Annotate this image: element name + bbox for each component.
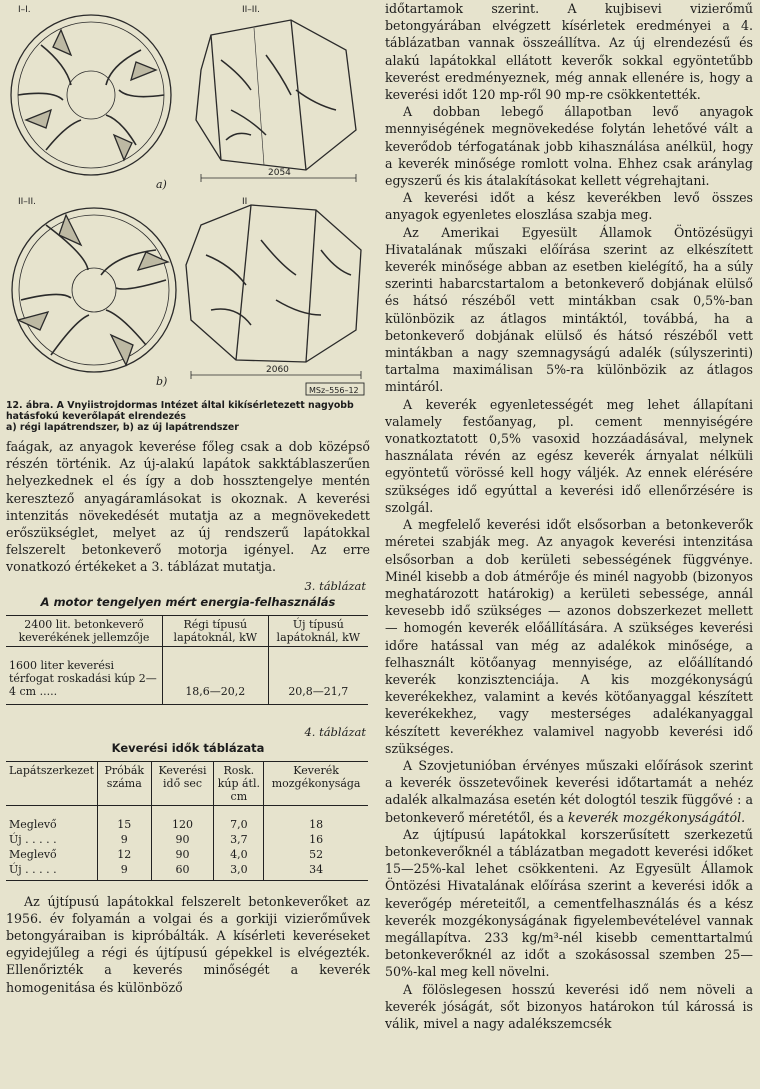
figure-top-label-b: II–II. bbox=[242, 5, 260, 15]
figure-top-label-a: I–I. bbox=[18, 5, 31, 15]
drum-section-a-outer bbox=[11, 15, 171, 175]
figure-label-a: a) bbox=[156, 178, 167, 191]
table4-header-1: Lapátszerkezet bbox=[6, 761, 98, 805]
table3-title: A motor tengelyen mért energia-felhasználás bbox=[40, 594, 336, 609]
table4-cell: 120 bbox=[151, 805, 214, 832]
figure-caption-line1: 12. ábra. A Vnyiistrojdormas Intézet által kikísérletezett nagyobb hatásfokú keverőlapát elrendezés bbox=[6, 400, 354, 422]
figure-mid-label-c: II bbox=[242, 197, 248, 207]
dimension-top: 2054 bbox=[268, 168, 291, 178]
drum-section-b-outer bbox=[12, 208, 176, 372]
drum-section-a-inner bbox=[18, 22, 164, 168]
figure-mixer-blades bbox=[6, 0, 370, 398]
dimension-bottom: 2060 bbox=[266, 365, 289, 375]
table3-header-2: Régi típusú lapátoknál, kW bbox=[163, 615, 269, 646]
table4-cell: 18 bbox=[264, 805, 368, 832]
table4-cell: 16 bbox=[264, 832, 368, 847]
table4-number: 4. táblázat bbox=[304, 724, 366, 739]
figure-caption bbox=[6, 400, 370, 433]
figure-label-b: b) bbox=[156, 375, 168, 388]
table4-cell: Meglevő bbox=[9, 847, 57, 861]
right-paragraph-2: A dobban lebegő állapotban levő anyagok mennyiségének megnövekedése folytán lehetővé vált a keverődob térfogatának jobb kihasználása anélkül, hogy a keverék minősége romlott volna. Ehhez csak aránylag egyszerű és kis átalakításokat kellett végrehajtani. bbox=[385, 104, 753, 189]
right-paragraph-9: A fölöslegesen hosszú keverési idő nem növeli a keverék jóságát, sőt bizonyos határokon túl károssá is válik, mivel a nagy adalékszemcsék bbox=[385, 981, 753, 1031]
table-row bbox=[6, 862, 368, 881]
table4-cell: 9 bbox=[98, 832, 152, 847]
left-paragraph-1: faágak, az anyagok keverése főleg csak a dob középső részén történik. Az új-alakú lapátok sakktáblaszerűen helyezkednek el és így a dob hossztengelye mentén keresztező anyagáramlásokat is okoznak. A keverési intenzitás növekedését mutatja az a megnövekedett erőszükséglet, melyet az új rendszerű lapátokkal felszerelt betonkeverő motorja igényel. Az erre vonatkozó értékeket a 3. táblázat mutatja. bbox=[6, 439, 370, 575]
drum-section-b-inner bbox=[19, 215, 169, 365]
table4-cell: 15 bbox=[98, 805, 152, 832]
table4 bbox=[6, 761, 368, 881]
table4-cell: 60 bbox=[151, 862, 214, 881]
table3-number: 3. táblázat bbox=[304, 578, 366, 593]
right-column bbox=[385, 0, 753, 1032]
left-column bbox=[6, 0, 370, 996]
table4-title: Keverési idők táblázata bbox=[111, 740, 265, 755]
table-row bbox=[6, 832, 368, 847]
table4-cell: 34 bbox=[264, 862, 368, 881]
table3-header-1: 2400 lit. betonkeverő keverékének jellemzője bbox=[6, 615, 163, 646]
table4-cell: 90 bbox=[151, 847, 214, 862]
table3-cell-desc: 1600 liter keverési térfogat roskadási kúp 2—4 cm ..... bbox=[6, 646, 163, 704]
table4-cell: 3,0 bbox=[214, 862, 264, 881]
right-paragraph-7-text: A Szovjetunióban érvényes műszaki előírások szerint a keverék összetevőinek keverési időtartamát a nehéz adalék alkalmazása esetén két dologtól teszik függővé : a betonkeverő méretétől, és a bbox=[385, 757, 753, 825]
table4-header-5: Keverék mozgékonysága bbox=[264, 761, 368, 805]
table4-cell: 9 bbox=[98, 862, 152, 881]
right-paragraph-6: A megfelelő keverési időt elsősorban a betonkeverők méretei szabják meg. Az anyagok keverési intenzitása elsősorban a dob kerületi sebességének függvénye. Minél kisebb a dob átmérője és minél nagyobb (bizonyos meghatározott határokig) a kerületi sebessége, annál kevesebb idő szükséges — azonos dobszerkezet mellett — homogén keverék előállítására. A szükséges keverési időre hatással van még az adalékok minősége, a felhasznált kötőanyag mennyisége, az előállítandó keverék konzisztenciája. A kis mozgékonyságú keverékekhez, valamint a kevés kötőanyaggal készített keverékekhez, vagy mesterséges adalékanyaggal készített keverékhez valamivel nagyobb keverési idő szükséges. bbox=[385, 517, 753, 756]
table3-header-3: Új típusú lapátoknál, kW bbox=[268, 615, 368, 646]
table4-cell: 7,0 bbox=[214, 805, 264, 832]
table3-cell-old: 18,6—20,2 bbox=[163, 646, 269, 704]
mixer-drawing bbox=[6, 0, 370, 398]
table4-cell: Új . . . . . bbox=[6, 862, 98, 881]
table3-row bbox=[6, 646, 368, 704]
table3-cell-new: 20,8—21,7 bbox=[268, 646, 368, 704]
table4-cell: 90 bbox=[151, 832, 214, 847]
table-row bbox=[6, 847, 368, 862]
figure-mid-label: II–II. bbox=[18, 197, 36, 207]
right-paragraph-5: A keverék egyenletességét meg lehet állapítani valamely festőanyag, pl. cement mennyiségére vonatkoztatott 0,5% vasoxid hozzáadásával, melynek használata révén az egész keverék árnyalat nélküli egyöntetű vörössé kell hogy váljék. Az ennek elérésére szükséges idő egyúttal a keverési idő ellenőrzésére is szolgál. bbox=[385, 396, 753, 515]
table-row bbox=[6, 805, 368, 832]
table4-cell: Új . . . . . bbox=[9, 832, 57, 846]
table4-cell: 52 bbox=[264, 847, 368, 862]
right-paragraph-4: Az Amerikai Egyesült Államok Öntözésügyi Hivatalának műszaki előírása szerint az elkészített keverék minősége abban az esetben kielégítő, ha a súly szerinti habarcstartalom a betonkeverő dobjának elülső és hátsó részéből vett mintákban csak 0,5%-ban különbözik az átlagos mintáktól, továbbá, ha a betonkeverő dobjának elülső és hátsó részéből vett mintákban a nagy szemnagyságú adalék (súlyszerinti) tartalma maximálisan 5%-ra különbözik az átlagos mintáról. bbox=[385, 224, 753, 395]
table4-cell: 12 bbox=[98, 847, 152, 862]
table4-header-2: Próbák száma bbox=[98, 761, 152, 805]
table4-cell: Meglevő bbox=[9, 817, 57, 831]
figure-stamp: MSz–556–12 bbox=[309, 386, 359, 395]
drum-side-b bbox=[186, 205, 361, 362]
right-paragraph-8: Az újtípusú lapátokkal korszerűsített szerkezetű betonkeverőknél a táblázatban megadott keverési időket 15—25%-kal lehet csökkenteni. Az Egyesült Államok Öntözési Hivatalának előírása szerint a keverési idők a keverőgép méreteitől, a cementfelhasználás és a kész keverék mozgékonyságának figyelembevételével vannak megállapítva. 233 kg/m³-nél kisebb cementtartalmú betonkeverőknél az időt a szokásossal szemben 25—50%-kal meg kell növelni. bbox=[385, 826, 753, 980]
right-paragraph-7-italic: keverék mozgékonyságától. bbox=[568, 809, 746, 825]
table3 bbox=[6, 615, 368, 705]
figure-caption-line2: a) régi lapátrendszer, b) az új lapátrendszer bbox=[6, 422, 239, 433]
right-paragraph-3: A keverési időt a kész keverékben levő összes anyagok egyenletes eloszlása szabja meg. bbox=[385, 190, 753, 223]
table4-header-4: Rosk. kúp átl. cm bbox=[214, 761, 264, 805]
right-paragraph-1: időtartamok szerint. A kujbisevi vizierőmű betongyárában elvégzett kísérletek eredményei a 4. táblázatban vannak összeállítva. Az új elrendezésű és alakú lapátokkal ellátott keverők sokkal egyöntetűbb keverést eredményeznek, még annak ellenére is, hogy a keverési időt 120 mp-ről 90 mp-re csökkentették. bbox=[385, 1, 753, 103]
table4-header-3: Keverési idő sec bbox=[151, 761, 214, 805]
table4-cell: 4,0 bbox=[214, 847, 264, 862]
left-paragraph-2: Az újtípusú lapátokkal felszerelt betonkeverőket az 1956. év folyamán a volgai és a gorkiji vizierőművek betongyáraiban is kipróbálták. A kísérleti keveréseket egyidejűleg a régi és újtípusú gépekkel is elvégezték. Ellenőrizték a keverés minőségét a keverék homogenitása és különböző bbox=[6, 893, 370, 995]
table4-cell: 3,7 bbox=[214, 832, 264, 847]
right-paragraph-7 bbox=[385, 757, 753, 826]
